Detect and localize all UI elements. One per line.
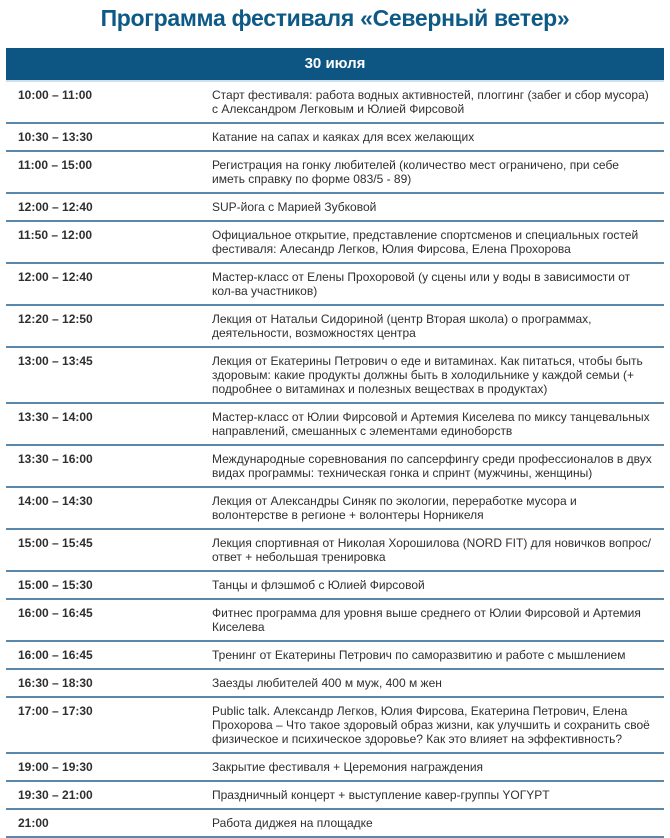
row-description: Public talk. Александр Легков, Юлия Фирсова, Екатерина Петрович, Елена Прохорова – Что такое здоровый образ жизни, как улучшить и сохранить своё физическое и психическое здоровье? Как это влияет на эффективность? — [212, 704, 650, 746]
day-header: 30 июля — [6, 48, 664, 82]
table-row — [6, 446, 664, 488]
row-description: Праздничный концерт + выступление кавер-группы YOГYPT — [212, 788, 550, 802]
row-description: Заезды любителей 400 м муж, 400 м жен — [212, 676, 442, 690]
table-row — [6, 124, 664, 152]
table-row — [6, 306, 664, 348]
row-time: 12:00 – 12:40 — [18, 200, 93, 214]
table-row — [6, 194, 664, 222]
row-time: 12:20 – 12:50 — [18, 312, 93, 326]
row-description: Тренинг от Екатерины Петрович по саморазвитию и работе с мышлением — [212, 648, 626, 662]
page-title: Программа фестиваля «Северный ветер» — [100, 5, 570, 31]
row-description: Катание на сапах и каяках для всех желающих — [212, 130, 475, 144]
schedule-table — [6, 48, 664, 838]
row-description: Старт фестиваля: работа водных активностей, плоггинг (забег и сбор мусора) с Александром Легковым и Юлией Фирсовой — [212, 88, 649, 116]
row-time: 10:00 – 11:00 — [18, 88, 93, 102]
row-time: 16:00 – 16:45 — [18, 648, 93, 662]
row-time: 19:30 – 21:00 — [18, 788, 93, 802]
row-description: Фитнес программа для уровня выше среднего от Юлии Фирсовой и Артемия Киселева — [212, 606, 641, 634]
table-row — [6, 264, 664, 306]
row-time: 12:00 – 12:40 — [18, 270, 93, 284]
table-row — [6, 642, 664, 670]
table-row — [6, 530, 664, 572]
row-description: Закрытие фестиваля + Церемония награждения — [212, 760, 484, 774]
row-time: 19:00 – 19:30 — [18, 760, 93, 774]
row-description: Официальное открытие, представление спортсменов и специальных гостей фестиваля: Алесандр Легков, Юлия Фирсова, Елена Прохорова — [212, 228, 639, 256]
row-time: 13:30 – 14:00 — [18, 410, 93, 424]
row-time: 16:00 – 16:45 — [18, 606, 93, 620]
table-row — [6, 152, 664, 194]
table-row — [6, 82, 664, 124]
row-time: 15:00 – 15:45 — [18, 536, 93, 550]
row-description: Лекция спортивная от Николая Хорошилова (NORD FIT) для новичков вопрос/ ответ + небольшая тренировка — [212, 536, 652, 564]
row-time: 16:30 – 18:30 — [18, 676, 93, 690]
table-row — [6, 782, 664, 810]
row-description: Лекция от Александры Синяк по экологии, переработке мусора и волонтерстве в регионе + волонтеры Норникеля — [212, 494, 577, 522]
row-description: SUP-йога с Марией Зубковой — [212, 200, 377, 214]
table-row — [6, 698, 664, 754]
row-time: 11:50 – 12:00 — [18, 228, 93, 242]
row-description: Лекция от Натальи Сидориной (центр Вторая школа) о программах, деятельности, возможностях центра — [212, 312, 592, 340]
schedule-rows — [6, 82, 664, 838]
row-time: 17:00 – 17:30 — [18, 704, 93, 718]
row-description: Танцы и флэшмоб с Юлией Фирсовой — [212, 578, 425, 592]
row-description: Регистрация на гонку любителей (количество мест ограничено, при себе иметь справку по форме 083/5 - 89) — [212, 158, 619, 186]
row-description: Работа диджея на площадке — [212, 816, 373, 830]
row-description: Лекция от Екатерины Петрович о еде и витаминах. Как питаться, чтобы быть здоровым: какие продукты должны быть в холодильнике у каждой семьи (+ подробнее о витаминах и полезных веществах в продуктах) — [212, 354, 643, 396]
row-time: 13:30 – 16:00 — [18, 452, 93, 466]
row-time: 15:00 – 15:30 — [18, 578, 93, 592]
table-row — [6, 404, 664, 446]
row-description: Мастер-класс от Юлии Фирсовой и Артемия Киселева по миксу танцевальных направлений, смешанных с элементами единоборств — [212, 410, 650, 438]
table-row — [6, 810, 664, 838]
table-row — [6, 600, 664, 642]
table-row — [6, 670, 664, 698]
row-time: 14:00 – 14:30 — [18, 494, 93, 508]
table-row — [6, 754, 664, 782]
row-description: Мастер-класс от Елены Прохоровой (у сцены или у воды в зависимости от кол-ва участников) — [212, 270, 631, 298]
table-row — [6, 572, 664, 600]
row-time: 21:00 — [18, 816, 49, 830]
table-row — [6, 348, 664, 404]
table-row — [6, 222, 664, 264]
row-time: 11:00 – 15:00 — [18, 158, 93, 172]
row-description: Международные соревнования по сапсерфингу среди профессионалов в двух видах программы: техническая гонка и спринт (мужчины, женщины) — [212, 452, 652, 480]
row-time: 10:30 – 13:30 — [18, 130, 93, 144]
table-row — [6, 488, 664, 530]
row-time: 13:00 – 13:45 — [18, 354, 93, 368]
